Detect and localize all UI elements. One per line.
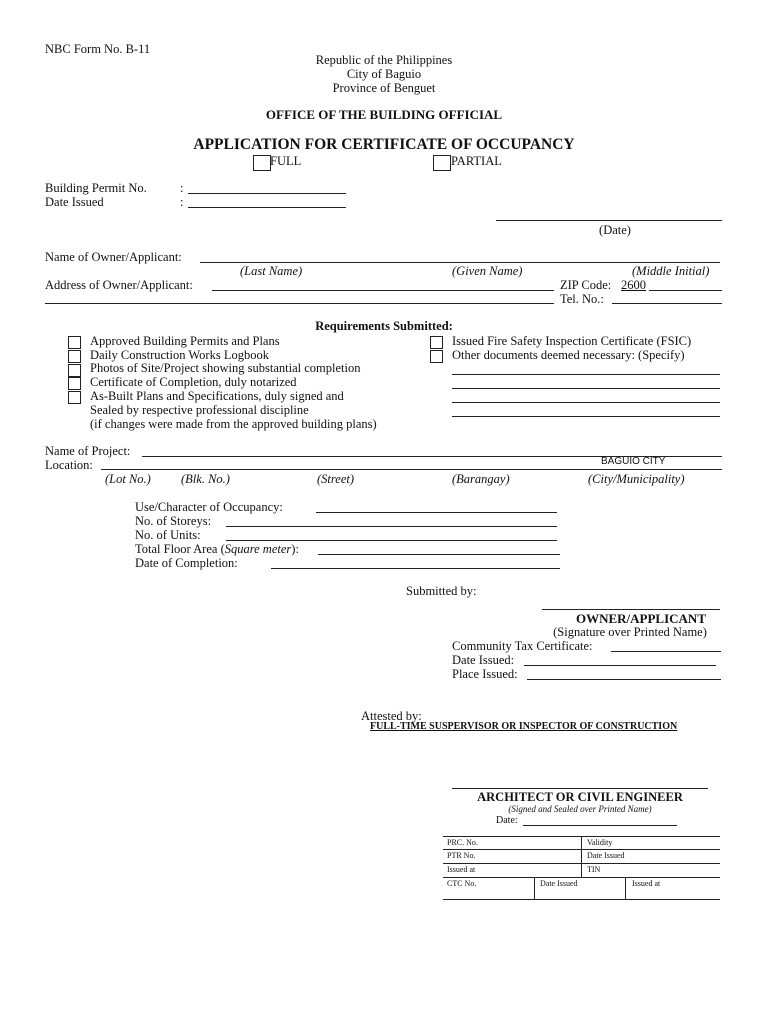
project-name-label: Name of Project: xyxy=(45,444,131,458)
ctc-label: Community Tax Certificate: xyxy=(452,639,593,653)
date-caption: (Date) xyxy=(599,223,631,237)
tel-label: Tel. No.: xyxy=(560,292,604,306)
ctc-issued-at-label: Issued at xyxy=(632,879,661,888)
permit-no-colon: : xyxy=(180,181,184,195)
ctc-no-label: CTC No. xyxy=(447,879,477,888)
specify-field-2[interactable] xyxy=(452,388,720,389)
owner-address-field[interactable] xyxy=(212,290,554,291)
permit-no-field[interactable] xyxy=(188,193,346,194)
req-checkbox-fsic[interactable] xyxy=(430,336,443,349)
engineer-title: ARCHITECT OR CIVIL ENGINEER xyxy=(477,790,683,804)
date-issued-colon: : xyxy=(180,195,184,209)
city-municipality-caption: (City/Municipality) xyxy=(588,472,685,486)
permit-no-label: Building Permit No. xyxy=(45,181,147,195)
table-divider xyxy=(625,877,626,899)
province-line: Province of Benguet xyxy=(332,81,436,95)
req-label: Photos of Site/Project showing substantial completion xyxy=(90,361,361,375)
floor-area-field[interactable] xyxy=(318,554,560,555)
engineer-date-field[interactable] xyxy=(523,825,677,826)
owner-name-label: Name of Owner/Applicant: xyxy=(45,250,182,264)
ctc-place-label: Place Issued: xyxy=(452,667,518,681)
owner-address-label: Address of Owner/Applicant: xyxy=(45,278,193,292)
republic-line: Republic of the Philippines xyxy=(315,53,453,67)
given-name-caption: (Given Name) xyxy=(452,264,523,278)
date-issued-label: Date Issued xyxy=(45,195,104,209)
supervisor-title: FULL-TIME SUSPERVISOR OR INSPECTOR OF CONSTRUCTION xyxy=(370,721,678,732)
partial-label: PARTIAL xyxy=(451,154,502,168)
zip-field-line xyxy=(649,290,722,291)
location-label: Location: xyxy=(45,458,93,472)
zip-value[interactable]: 2600 xyxy=(621,278,646,292)
ctc-place-field[interactable] xyxy=(527,679,721,680)
signature-caption: (Signature over Printed Name) xyxy=(553,625,707,639)
full-label: FULL xyxy=(270,154,302,168)
tin-label: TIN xyxy=(587,865,601,874)
blk-caption: (Blk. No.) xyxy=(181,472,230,486)
completion-field[interactable] xyxy=(271,568,560,569)
req-checkbox-permits[interactable] xyxy=(68,336,81,349)
prc-label: PRC. No. xyxy=(447,838,478,847)
storeys-label: No. of Storeys: xyxy=(135,514,212,528)
engineer-date-label: Date: xyxy=(496,815,518,826)
middle-initial-caption: (Middle Initial) xyxy=(632,264,710,278)
zip-label: ZIP Code: xyxy=(560,278,612,292)
use-label: Use/Character of Occupancy: xyxy=(135,500,283,514)
units-label: No. of Units: xyxy=(135,528,201,542)
req-label: Approved Building Permits and Plans xyxy=(90,334,280,348)
req-checkbox-other[interactable] xyxy=(430,350,443,363)
table-rule xyxy=(443,899,720,900)
credentials-table xyxy=(443,836,720,900)
ctc-field[interactable] xyxy=(611,651,721,652)
lot-caption: (Lot No.) xyxy=(105,472,151,486)
req-label: As-Built Plans and Specifications, duly signed and xyxy=(90,389,344,403)
office-title: OFFICE OF THE BUILDING OFFICIAL xyxy=(265,107,503,122)
table-divider xyxy=(581,836,582,877)
floor-area-label: Total Floor Area (Square meter): xyxy=(135,542,299,556)
ctc-date-issued-label: Date Issued xyxy=(540,879,578,888)
units-field[interactable] xyxy=(226,540,557,541)
street-caption: (Street) xyxy=(317,472,355,486)
ptr-label: PTR No. xyxy=(447,851,476,860)
req-label: (if changes were made from the approved building plans) xyxy=(90,417,377,431)
req-label: Sealed by respective professional discipline xyxy=(90,403,309,417)
ctc-date-label: Date Issued: xyxy=(452,653,515,667)
req-checkbox-logbook[interactable] xyxy=(68,350,81,363)
owner-signature-field[interactable] xyxy=(542,609,720,610)
use-field[interactable] xyxy=(316,512,557,513)
page-title: APPLICATION FOR CERTIFICATE OF OCCUPANCY xyxy=(193,136,575,153)
tel-field[interactable] xyxy=(612,303,722,304)
req-checkbox-photos[interactable] xyxy=(68,364,81,377)
owner-address-field-2[interactable] xyxy=(45,303,554,304)
req-label: Other documents deemed necessary: (Specify) xyxy=(452,348,685,362)
engineer-signature-field[interactable] xyxy=(452,788,708,789)
owner-applicant-title: OWNER/APPLICANT xyxy=(575,611,706,626)
owner-name-field[interactable] xyxy=(200,262,720,263)
city-value[interactable]: BAGUIO CITY xyxy=(601,456,666,467)
table-divider xyxy=(534,877,535,899)
specify-field-3[interactable] xyxy=(452,402,720,403)
attested-by-label: Attested by: xyxy=(361,709,422,723)
specify-field-1[interactable] xyxy=(452,374,720,375)
submitted-by-label: Submitted by: xyxy=(406,584,477,598)
ptr-date-label: Date Issued xyxy=(587,851,625,860)
req-checkbox-completion[interactable] xyxy=(68,377,81,390)
table-rule xyxy=(443,877,720,878)
city-line: City of Baguio xyxy=(346,67,422,81)
engineer-caption: (Signed and Sealed over Printed Name) xyxy=(508,804,652,814)
validity-label: Validity xyxy=(587,838,613,847)
form-number: NBC Form No. B-11 xyxy=(45,42,151,56)
location-field[interactable] xyxy=(101,469,722,470)
date-field[interactable] xyxy=(496,220,722,221)
full-checkbox[interactable] xyxy=(253,155,271,171)
storeys-field[interactable] xyxy=(226,526,557,527)
last-name-caption: (Last Name) xyxy=(240,264,303,278)
completion-label: Date of Completion: xyxy=(135,556,238,570)
requirements-heading: Requirements Submitted: xyxy=(315,319,453,333)
ctc-date-field[interactable] xyxy=(524,665,716,666)
barangay-caption: (Barangay) xyxy=(452,472,510,486)
specify-field-4[interactable] xyxy=(452,416,720,417)
req-label: Issued Fire Safety Inspection Certificate (FSIC) xyxy=(452,334,692,348)
date-issued-field[interactable] xyxy=(188,207,346,208)
req-label: Certificate of Completion, duly notarized xyxy=(90,375,297,389)
req-checkbox-asbuilt[interactable] xyxy=(68,391,81,404)
partial-checkbox[interactable] xyxy=(433,155,451,171)
issued-at-label: Issued at xyxy=(447,865,476,874)
req-label: Daily Construction Works Logbook xyxy=(90,348,269,362)
